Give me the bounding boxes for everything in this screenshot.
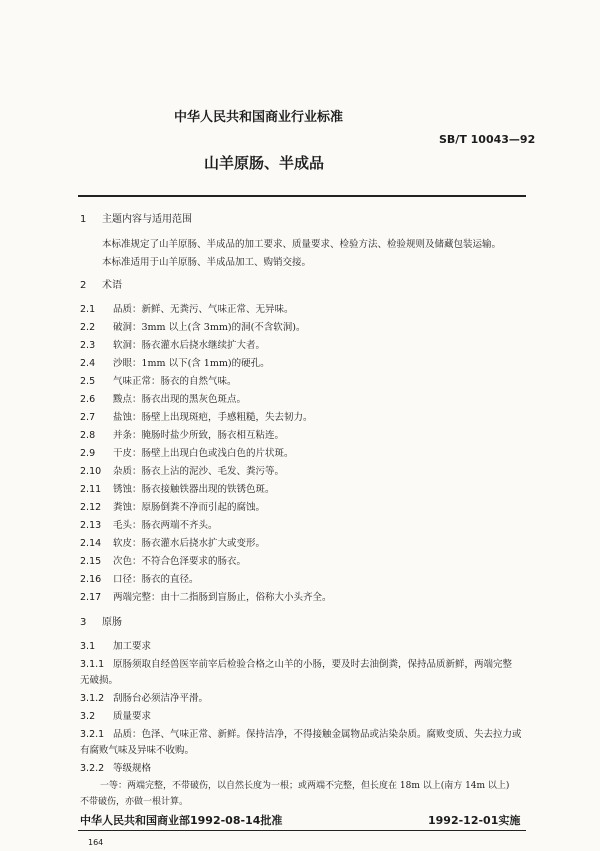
term-text: 并条：腌肠时盐少所致，肠衣相互粘连。 xyxy=(113,430,285,441)
section-number: 2 xyxy=(80,280,87,291)
term-number: 2.4 xyxy=(80,358,96,369)
clause xyxy=(80,656,512,670)
term-number: 2.12 xyxy=(80,502,102,513)
standard-org-header: 中华人民共和国商业行业标准 xyxy=(174,110,344,125)
page-number: 164 xyxy=(88,838,104,847)
clause-continuation: 有腐败气味及异味不收购。 xyxy=(80,745,195,756)
term-text: 黢点：肠衣出现的黑灰色斑点。 xyxy=(113,394,247,405)
clause-number: 3.1.1 xyxy=(80,659,105,670)
term-text: 沙眼：1mm 以下(含 1mm)的硬孔。 xyxy=(113,358,270,369)
section-title: 原肠 xyxy=(102,617,122,628)
section-1-heading xyxy=(80,210,192,225)
term-item xyxy=(80,463,284,477)
term-number: 2.9 xyxy=(80,448,96,459)
term-number: 2.14 xyxy=(80,538,102,549)
term-number: 2.10 xyxy=(80,466,102,477)
term-item xyxy=(80,589,332,603)
term-item xyxy=(80,517,218,531)
section-3-heading xyxy=(80,613,122,628)
term-item xyxy=(80,427,284,441)
grade-1-continuation: 不带破伤，亦做一根计算。 xyxy=(80,797,189,807)
clause-text: 质量要求 xyxy=(113,711,152,722)
term-item xyxy=(80,301,294,315)
term-item xyxy=(80,481,275,495)
term-item xyxy=(80,535,265,549)
term-text: 品质：新鲜、无粪污、气味正常、无异味。 xyxy=(113,304,294,315)
clause-heading xyxy=(80,708,151,722)
term-number: 2.3 xyxy=(80,340,96,351)
standard-code: SB/T 10043—92 xyxy=(439,133,536,146)
term-number: 2.6 xyxy=(80,394,96,405)
term-number: 2.17 xyxy=(80,592,102,603)
footer-divider xyxy=(78,830,526,831)
clause-number: 3.1.2 xyxy=(80,693,105,704)
effective-date: 1992-12-01实施 xyxy=(428,814,521,827)
term-number: 2.11 xyxy=(80,484,102,495)
term-text: 气味正常：肠衣的自然气味。 xyxy=(113,376,237,387)
term-item xyxy=(80,409,313,423)
clause-text: 等级规格 xyxy=(113,763,152,774)
term-number: 2.13 xyxy=(80,520,102,531)
clause xyxy=(80,726,522,740)
section-title: 主题内容与适用范围 xyxy=(102,214,192,225)
section-number: 1 xyxy=(80,214,87,225)
term-text: 次色：不符合色泽要求的肠衣。 xyxy=(113,556,247,567)
term-text: 锈蚀：肠衣接触铁器出现的铁锈色斑。 xyxy=(113,484,275,495)
clause-number: 3.2.2 xyxy=(80,763,105,774)
term-text: 毛头：肠衣两端不齐头。 xyxy=(113,520,218,531)
term-number: 2.7 xyxy=(80,412,96,423)
term-text: 粪蚀：原肠倒粪不净而引起的腐蚀。 xyxy=(113,502,266,513)
term-item xyxy=(80,391,246,405)
term-number: 2.5 xyxy=(80,376,96,387)
term-text: 软洞：肠衣灌水后挠水继续扩大者。 xyxy=(113,340,266,351)
term-text: 软皮：肠衣灌水后挠水扩大或变形。 xyxy=(113,538,266,549)
section-number: 3 xyxy=(80,617,87,628)
term-number: 2.2 xyxy=(80,322,96,333)
clause xyxy=(80,690,208,704)
term-item xyxy=(80,319,306,333)
term-text: 口径：肠衣的直径。 xyxy=(113,574,199,585)
clause-text: 原肠须取自经兽医宰前宰后检验合格之山羊的小肠，要及时去油倒粪，保持品质新鲜，两端完整 xyxy=(113,659,513,670)
term-text: 杂质：肠衣上沾的泥沙、毛发、粪污等。 xyxy=(113,466,285,477)
term-item xyxy=(80,553,246,567)
term-item xyxy=(80,445,294,459)
approval-note: 中华人民共和国商业部1992-08-14批准 xyxy=(80,814,283,827)
clause-heading xyxy=(80,760,151,774)
header-divider xyxy=(78,195,526,197)
grade-1-text: 一等：两端完整，不带破伤，以自然长度为一根；或两端不完整，但长度在 18m 以上(南方 14m 以上) xyxy=(100,781,510,791)
section-1-paragraph: 本标准适用于山羊原肠、半成品加工、购销交接。 xyxy=(102,257,312,268)
clause-heading xyxy=(80,638,151,652)
term-text: 破洞：3mm 以上(含 3mm)的洞(不含软洞)。 xyxy=(113,322,306,333)
clause-continuation: 无破损。 xyxy=(80,675,119,686)
term-text: 两端完整：由十二指肠到盲肠止，俗称大小头齐全。 xyxy=(113,592,332,603)
section-2-heading xyxy=(80,276,122,291)
term-item xyxy=(80,571,199,585)
term-item xyxy=(80,499,265,513)
term-text: 盐蚀：肠壁上出现斑疤，手感粗糙，失去韧力。 xyxy=(113,412,313,423)
section-1-paragraph: 本标准规定了山羊原肠、半成品的加工要求、质量要求、检验方法、检验规则及储藏包装运输。 xyxy=(102,239,502,250)
clause-text: 品质：色泽、气味正常、新鲜。保持洁净，不得接触金属物品或沾染杂质。腐败变质、失去拉力或 xyxy=(113,729,522,740)
term-number: 2.16 xyxy=(80,574,102,585)
term-number: 2.15 xyxy=(80,556,102,567)
clause-text: 加工要求 xyxy=(113,641,152,652)
term-item xyxy=(80,337,265,351)
term-number: 2.8 xyxy=(80,430,96,441)
term-item xyxy=(80,373,237,387)
term-text: 干皮：肠壁上出现白色或浅白色的片状斑。 xyxy=(113,448,294,459)
clause-number: 3.1 xyxy=(80,641,96,652)
clause-number: 3.2 xyxy=(80,711,96,722)
clause-number: 3.2.1 xyxy=(80,729,105,740)
clause-text: 刮肠台必须洁净平滑。 xyxy=(113,693,209,704)
document-title: 山羊原肠、半成品 xyxy=(204,154,325,172)
term-number: 2.1 xyxy=(80,304,96,315)
section-title: 术语 xyxy=(102,280,122,291)
term-item xyxy=(80,355,270,369)
